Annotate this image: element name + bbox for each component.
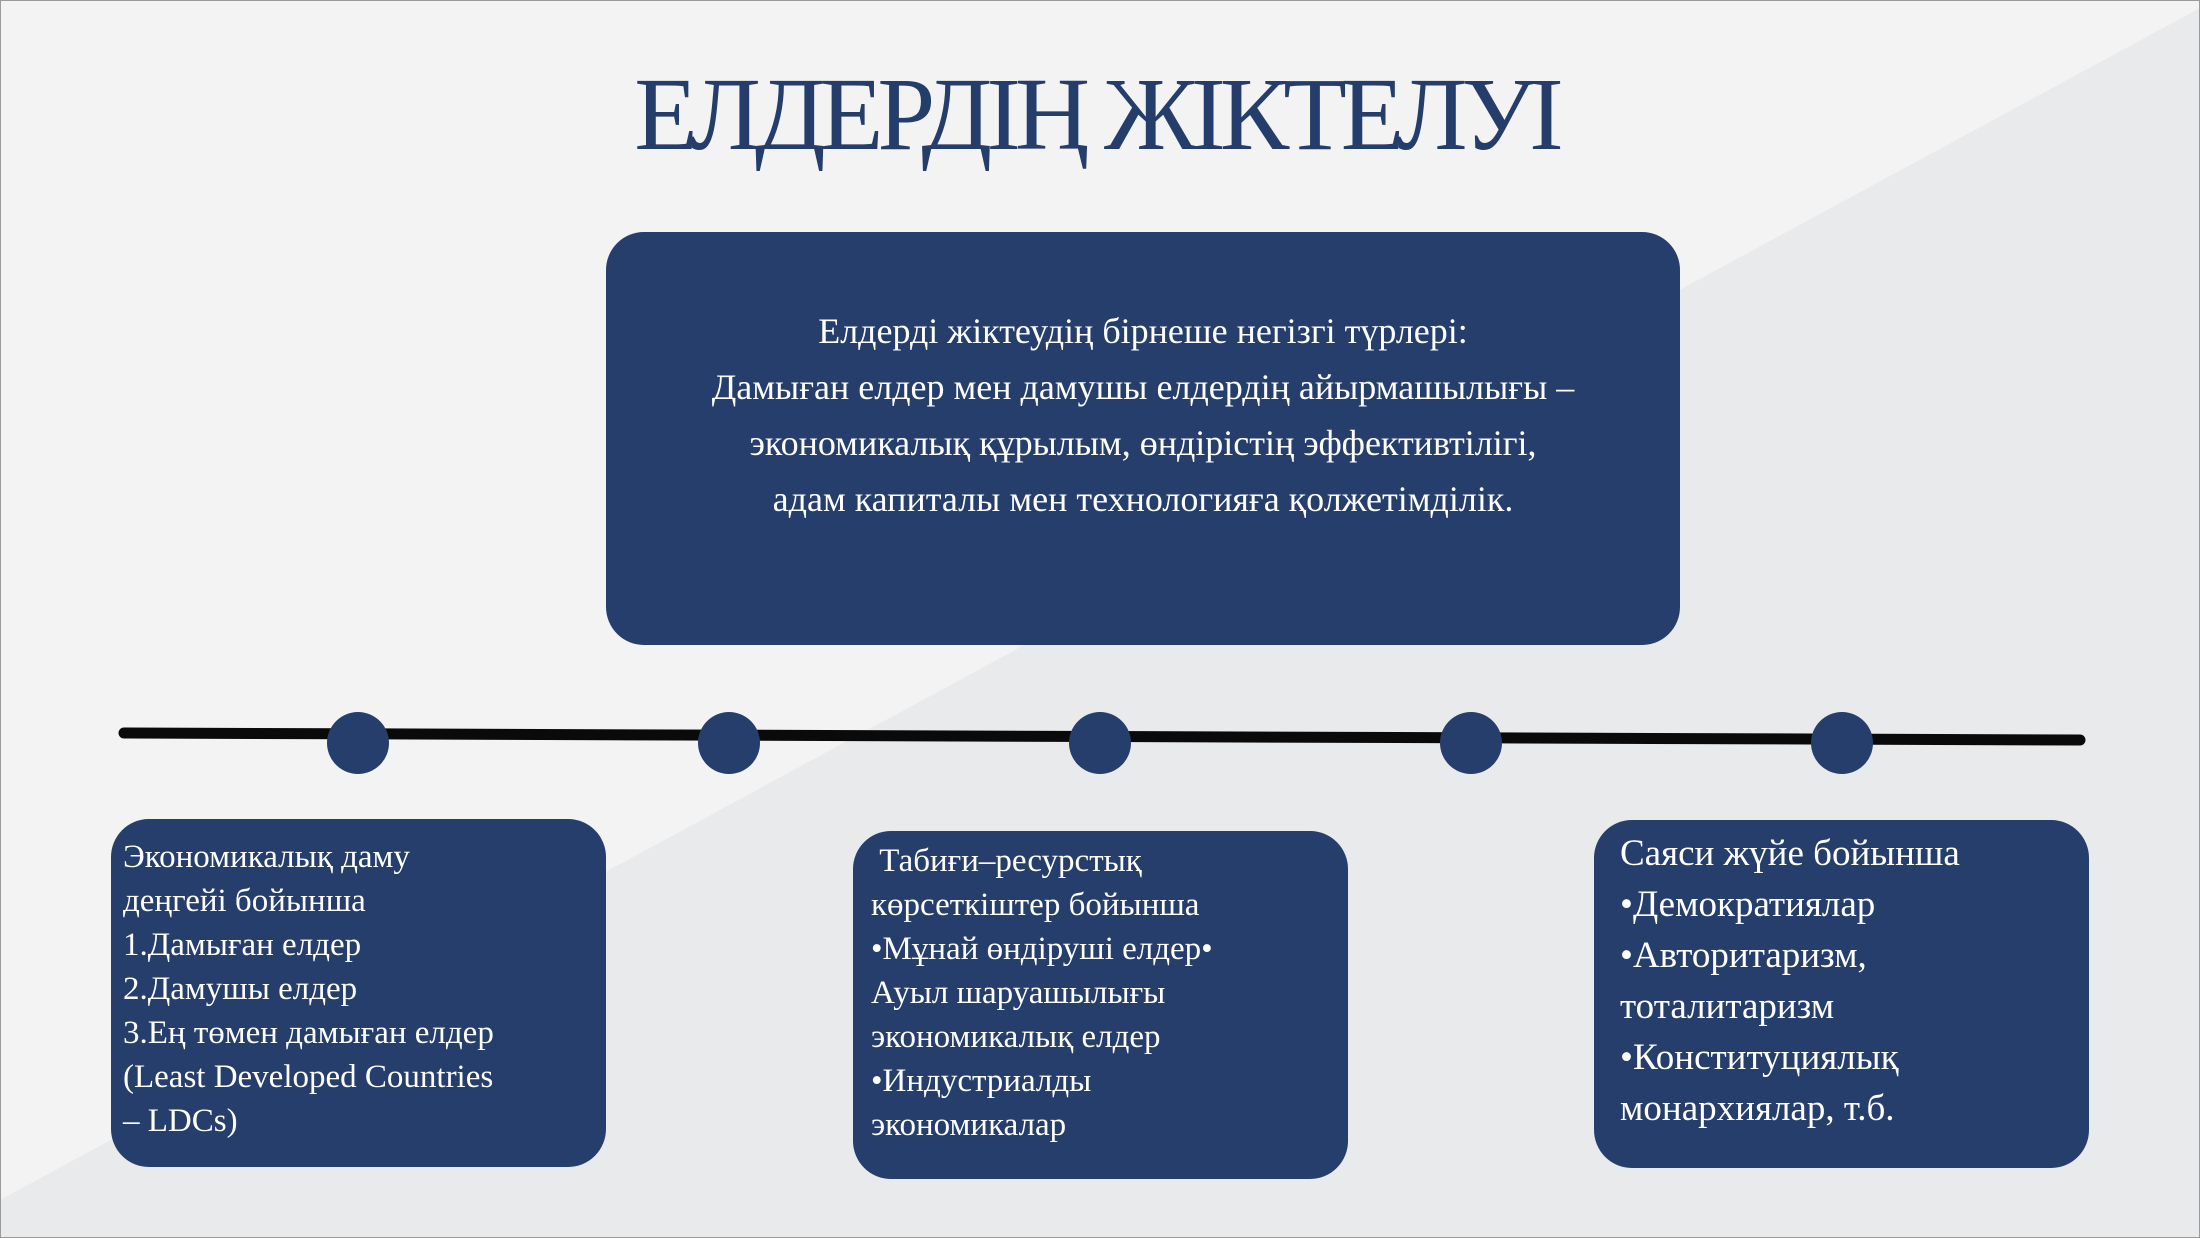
card-line: •Конституциялық	[1620, 1037, 1899, 1078]
main-box-line: экономикалық құрылым, өндірістің эффективтілігі,	[749, 422, 1537, 463]
card-line: көрсеткіштер бойынша	[871, 887, 1200, 923]
card-natural-resources	[853, 831, 1348, 1179]
card-line: экономикалар	[871, 1107, 1067, 1143]
card-line: •Демократиялар	[1620, 884, 1876, 925]
main-description-box	[606, 232, 1680, 645]
card-line: Экономикалық даму	[123, 839, 410, 875]
main-box-line: Дамыған елдер мен дамушы елдердің айырмашылығы –	[711, 366, 1575, 407]
card-line: Ауыл шаруашылығы	[871, 975, 1166, 1011]
card-line: •Мұнай өндіруші елдер•	[871, 931, 1213, 967]
card-line: экономикалық елдер	[871, 1019, 1161, 1055]
card-economic-development	[111, 819, 606, 1167]
card-line: монархиялар, т.б.	[1620, 1088, 1895, 1129]
card-line: – LDCs)	[123, 1103, 238, 1139]
card-line: 3.Ең төмен дамыған елдер	[123, 1015, 494, 1051]
main-box-line: адам капиталы мен технологияға қолжетімділік.	[772, 478, 1514, 519]
card-line: (Least Developed Countries	[123, 1059, 494, 1095]
card-line: •Индустриалды	[871, 1063, 1092, 1099]
card-line: •Авторитаризм,	[1620, 935, 1867, 976]
card-line: тоталитаризм	[1620, 986, 1835, 1027]
main-box-line: Елдерді жіктеудің бірнеше негізгі түрлері:	[818, 310, 1468, 351]
card-line: 1.Дамыған елдер	[123, 927, 362, 963]
card-line: Саяси жүйе бойынша	[1620, 833, 1960, 874]
card-political-system	[1594, 820, 2089, 1168]
card-line: Табиғи–ресурстық	[871, 843, 1142, 879]
card-line: деңгейі бойынша	[123, 883, 366, 919]
card-line: 2.Дамушы елдер	[123, 971, 358, 1007]
slide-title: ЕЛДЕРДІҢ ЖІКТЕЛУІ	[634, 57, 1558, 172]
